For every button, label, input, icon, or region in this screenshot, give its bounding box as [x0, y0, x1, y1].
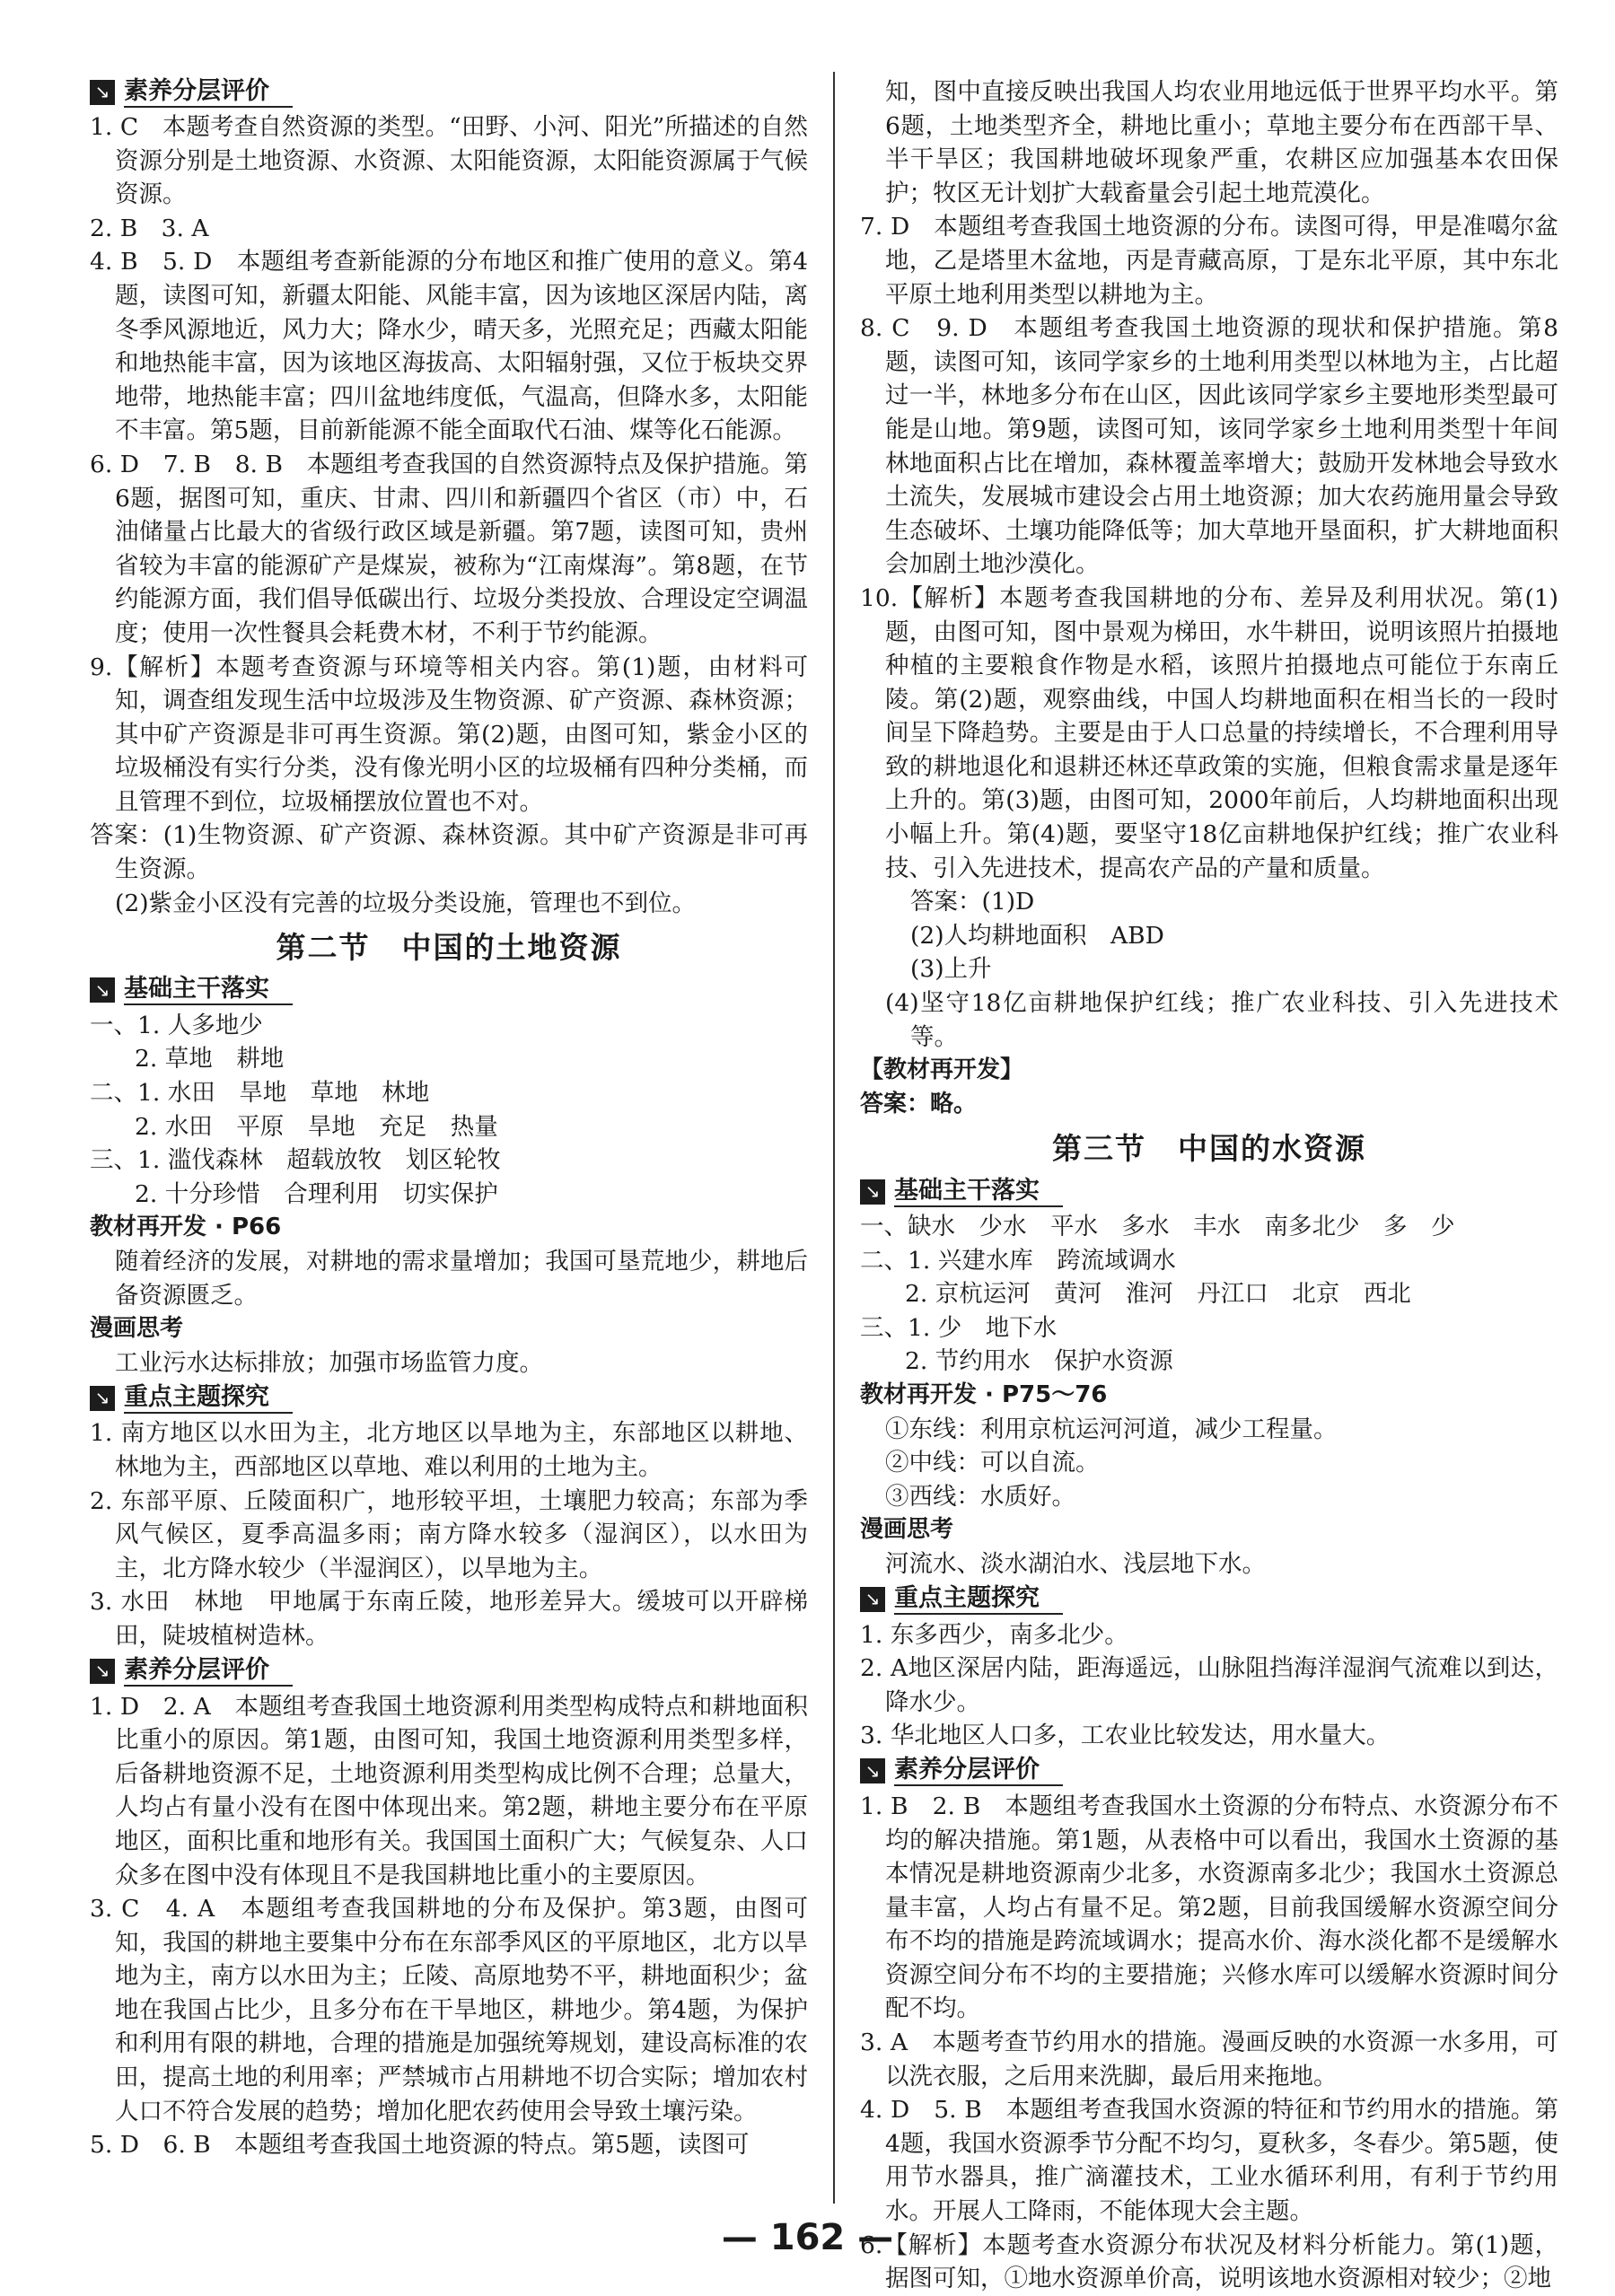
answer-paragraph: 2. 水田 平原 旱地 充足 热量: [135, 1112, 498, 1141]
section-header: [90, 75, 808, 109]
answer-paragraph: 2. 十分珍惜 合理利用 切实保护: [135, 1179, 498, 1208]
section-arrow-icon: ↘: [860, 1758, 885, 1783]
section-title: 素养分层评价: [894, 1756, 1063, 1786]
page-number: — 162 —: [721, 2217, 894, 2258]
chapter-title: 第三节 中国的水资源: [1052, 1131, 1366, 1167]
answer-paragraph: ②中线：可以自流。: [885, 1449, 1100, 1477]
column-divider: [833, 72, 835, 2204]
answer-paragraph: 2. A地区深居内陆，距海遥远，山脉阻挡海洋湿润气流难以到达，降水少。: [860, 1654, 1558, 1716]
subheading: 【教材再开发】: [860, 1056, 1024, 1084]
answer-paragraph: ③西线：水质好。: [885, 1482, 1075, 1511]
section-arrow-icon: ↘: [860, 1587, 885, 1612]
answer-paragraph: 3. 华北地区人口多，工农业比较发达，用水量大。: [860, 1722, 1391, 1750]
left-column: [90, 74, 808, 2162]
answer-paragraph: 一、缺水 少水 平水 多水 丰水 南多北少 多 少: [860, 1213, 1455, 1240]
section-arrow-icon: ↘: [90, 977, 115, 1003]
section-arrow-icon: ↘: [90, 80, 115, 105]
section-title: 素养分层评价: [124, 1656, 293, 1687]
answer-paragraph: 答案：(1)D: [910, 888, 1035, 916]
answer-paragraph: 4. D 5. B 本题组考查我国水资源的特征和节约用水的措施。第4题，我国水资源季节分配不均匀，夏秋多，冬春少。第5题，使用节水器具，推广滴灌技术，工业水循环利用，有利于节约用水。开展人工降雨，不能体现大会主题。: [860, 2096, 1558, 2226]
section-title: 基础主干落实: [894, 1177, 1063, 1207]
answer-paragraph: 1. 东多西少，南多北少。: [860, 1620, 1128, 1649]
section-title: 重点主题探究: [124, 1383, 293, 1414]
right-column: [860, 75, 1558, 2296]
answer-paragraph: 工业污水达标排放；加强市场监管力度。: [115, 1348, 543, 1377]
answer-paragraph: (2)人均耕地面积 ABD: [910, 921, 1164, 950]
answer-paragraph: 8. C 9. D 本题组考查我国土地资源的现状和保护措施。第8题，读图可知，该同学家乡的土地利用类型以林地为主，占比超过一半，林地多分布在山区，因此该同学家乡主要地形类型最可能是山地。第9题，读图可知，该同学家乡土地利用类型十年间林地面积占比在增加，森林覆盖率增大；鼓励开发林地会导致水土流失，发展城市建设会占用土地资源；加大农药施用量会导致生态破坏、土壤功能降低等；加大草地开垦面积，扩大耕地面积会加剧土地沙漠化。: [860, 314, 1558, 579]
answer-paragraph: 5. D 6. B 本题组考查我国土地资源的特点。第5题，读图可: [90, 2131, 750, 2160]
answer-paragraph: 2. 东部平原、丘陵面积广，地形较平坦，土壤肥力较高；东部为季风气候区，夏季高温多雨；南方降水较多（湿润区），以水田为主，北方降水较少（半湿润区），以旱地为主。: [90, 1486, 808, 1582]
subheading: 漫画思考: [860, 1516, 954, 1544]
answer-paragraph: (2)紫金小区没有完善的垃圾分类设施，管理也不到位。: [115, 889, 697, 917]
answer-paragraph: (4)坚守18亿亩耕地保护红线；推广农业科技、引入先进技术等。: [885, 989, 1558, 1051]
section-header: [90, 974, 808, 1007]
answer-paragraph: 二、1. 兴建水库 跨流域调水: [860, 1246, 1176, 1275]
answer-paragraph: 三、1. 少 地下水: [860, 1313, 1058, 1342]
answer-paragraph: 2. 京杭运河 黄河 淮河 丹江口 北京 西北: [905, 1280, 1411, 1309]
chapter-title: 第二节 中国的土地资源: [276, 930, 622, 966]
subheading: 漫画思考: [90, 1315, 184, 1343]
answer-paragraph: 2. B 3. A: [90, 214, 209, 242]
subheading: 答案：略。: [860, 1090, 978, 1117]
answer-paragraph: 3. 水田 林地 甲地属于东南丘陵，地形差异大。缓坡可以开辟梯田，陡坡植树造林。: [90, 1588, 808, 1650]
subheading: 教材再开发 · P75～76: [860, 1380, 1108, 1408]
section-header: [860, 1583, 1558, 1617]
answer-paragraph: 9.【解析】本题考查资源与环境等相关内容。第(1)题，由材料可知，调查组发现生活中垃圾涉及生物资源、矿产资源、森林资源；其中矿产资源是非可再生资源。第(2)题，由图可知，紫金小区的垃圾桶没有实行分类，没有像光明小区的垃圾桶有四种分类桶，而且管理不到位，垃圾桶摆放位置也不对。: [90, 653, 808, 816]
answer-paragraph: 3. C 4. A 本题组考查我国耕地的分布及保护。第3题，由图可知，我国的耕地主要集中分布在东部季风区的平原地区，北方以旱地为主，南方以水田为主；丘陵、高原地势不平，耕地面积少；盆地在我国占比少，且多分布在干旱地区，耕地少。第4题，为保护和利用有限的耕地，合理的措施是加强统筹规划，建设高标准的农田，提高土地的利用率；严禁城市占用耕地不切合实际；增加农村人口不符合发展的趋势；增加化肥农药使用会导致土壤污染。: [90, 1895, 808, 2125]
answer-paragraph: 三、1. 滥伐森林 超载放牧 划区轮牧: [90, 1146, 501, 1175]
answer-paragraph: 4. B 5. D 本题组考查新能源的分布地区和推广使用的意义。第4题，读图可知，新疆太阳能、风能丰富，因为该地区深居内陆，离冬季风源地近，风力大；降水少，晴天多，光照充足；西藏太阳能和地热能丰富，因为该地区海拔高、太阳辐射强，又位于板块交界地带，地热能丰富；四川盆地纬度低，气温高，但降水多，太阳能不丰富。第5题，目前新能源不能全面取代石油、煤等化石能源。: [90, 248, 808, 445]
section-title: 基础主干落实: [124, 975, 293, 1005]
answer-paragraph: 6. D 7. B 8. B 本题组考查我国的自然资源特点及保护措施。第6题，据图可知，重庆、甘肃、四川和新疆四个省区（市）中，石油储量占比最大的省级行政区域是新疆。第7题，读图可知，贵州省较为丰富的能源矿产是煤炭，被称为“江南煤海”。第8题，在节约能源方面，我们倡导低碳出行、垃圾分类投放、合理设定空调温度；使用一次性餐具会耗费木材，不利于节约能源。: [90, 450, 808, 647]
section-header: [860, 1175, 1558, 1208]
answer-paragraph: 1. B 2. B 本题组考查我国水土资源的分布特点、水资源分布不均的解决措施。第1题，从表格中可以看出，我国水土资源的基本情况是耕地资源南少北多，水资源南多北少；我国水土资源总量丰富，人均占有量不足。第2题，目前我国缓解水资源空间分布不均的措施是跨流域调水；提高水价、海水淡化都不是缓解水资源空间分布不均的主要措施；兴修水库可以缓解水资源时间分配不均。: [860, 1792, 1558, 2023]
section-title: 素养分层评价: [124, 77, 293, 108]
answer-paragraph: 知，图中直接反映出我国人均农业用地远低于世界平均水平。第6题，土地类型齐全，耕地比重小；草地主要分布在西部干旱、半干旱区；我国耕地破坏现象严重，农耕区应加强基本农田保护；牧区无计划扩大载畜量会引起土地荒漠化。: [885, 78, 1558, 207]
answer-paragraph: 6.【解析】本题考查水资源分布状况及材料分析能力。第(1)题，据图可知，①地水资源单价高，说明该地水资源相对较少；②地: [860, 2230, 1558, 2293]
section-title: 重点主题探究: [894, 1584, 1063, 1615]
subheading: 教材再开发 · P66: [90, 1214, 282, 1241]
answer-paragraph: 一、1. 人多地少: [90, 1011, 263, 1039]
section-header: [90, 1381, 808, 1415]
answer-paragraph: 1. 南方地区以水田为主，北方地区以旱地为主，东部地区以耕地、林地为主，西部地区以草地、难以利用的土地为主。: [90, 1419, 808, 1481]
answer-paragraph: 2. 草地 耕地: [135, 1045, 285, 1074]
answer-paragraph: 答案：(1)生物资源、矿产资源、森林资源。其中矿产资源是非可再生资源。: [90, 821, 808, 884]
section-arrow-icon: ↘: [90, 1386, 115, 1411]
section-arrow-icon: ↘: [90, 1659, 115, 1684]
answer-paragraph: ①东线：利用京杭运河河道，减少工程量。: [885, 1415, 1338, 1443]
answer-paragraph: (3)上升: [910, 955, 992, 984]
answer-paragraph: 河流水、淡水湖泊水、浅层地下水。: [885, 1549, 1266, 1578]
answer-paragraph: 随着经济的发展，对耕地的需求量增加；我国可垦荒地少，耕地后备资源匮乏。: [115, 1248, 808, 1310]
answer-paragraph: 3. A 本题考查节约用水的措施。漫画反映的水资源一水多用，可以洗衣服，之后用来洗脚，最后用来拖地。: [860, 2029, 1558, 2090]
answer-paragraph: 7. D 本题组考查我国土地资源的分布。读图可得，甲是准噶尔盆地，乙是塔里木盆地，丙是青藏高原，丁是东北平原，其中东北平原土地利用类型以耕地为主。: [860, 213, 1558, 309]
section-arrow-icon: ↘: [860, 1179, 885, 1205]
section-header: [90, 1655, 808, 1688]
section-header: [860, 1755, 1558, 1788]
answer-paragraph: 1. D 2. A 本题组考查我国土地资源利用类型构成特点和耕地面积比重小的原因。第1题，由图可知，我国土地资源利用类型多样，后备耕地资源不足，土地资源利用类型构成比例不合理；总量大，人均占有量小没有在图中体现出来。第2题，耕地主要分布在平原地区，面积比重和地形有关。我国国土面积广大；气候复杂、人口众多在图中没有体现且不是我国耕地比重小的主要原因。: [90, 1692, 808, 1889]
answer-paragraph: 二、1. 水田 旱地 草地 林地: [90, 1079, 430, 1108]
answer-paragraph: 10.【解析】本题考查我国耕地的分布、差异及利用状况。第(1)题，由图可知，图中景观为梯田，水牛耕田，说明该照片拍摄地种植的主要粮食作物是水稻，该照片拍摄地点可能位于东南丘陵。第(2)题，观察曲线，中国人均耕地面积在相当长的一段时间呈下降趋势。主要是由于人口总量的持续增长，不合理利用导致的耕地退化和退耕还林还草政策的实施，但粮食需求量是逐年上升的。第(3)题，由图可知，2000年前后，人均耕地面积出现小幅上升。第(4)题，要坚守18亿亩耕地保护红线；推广农业科技、引入先进技术，提高农产品的产量和质量。: [860, 583, 1558, 882]
answer-paragraph: 1. C 本题考查自然资源的类型。“田野、小河、阳光”所描述的自然资源分别是土地资源、水资源、太阳能资源，太阳能资源属于气候资源。: [90, 113, 808, 209]
answer-paragraph: 2. 节约用水 保护水资源: [905, 1347, 1173, 1376]
